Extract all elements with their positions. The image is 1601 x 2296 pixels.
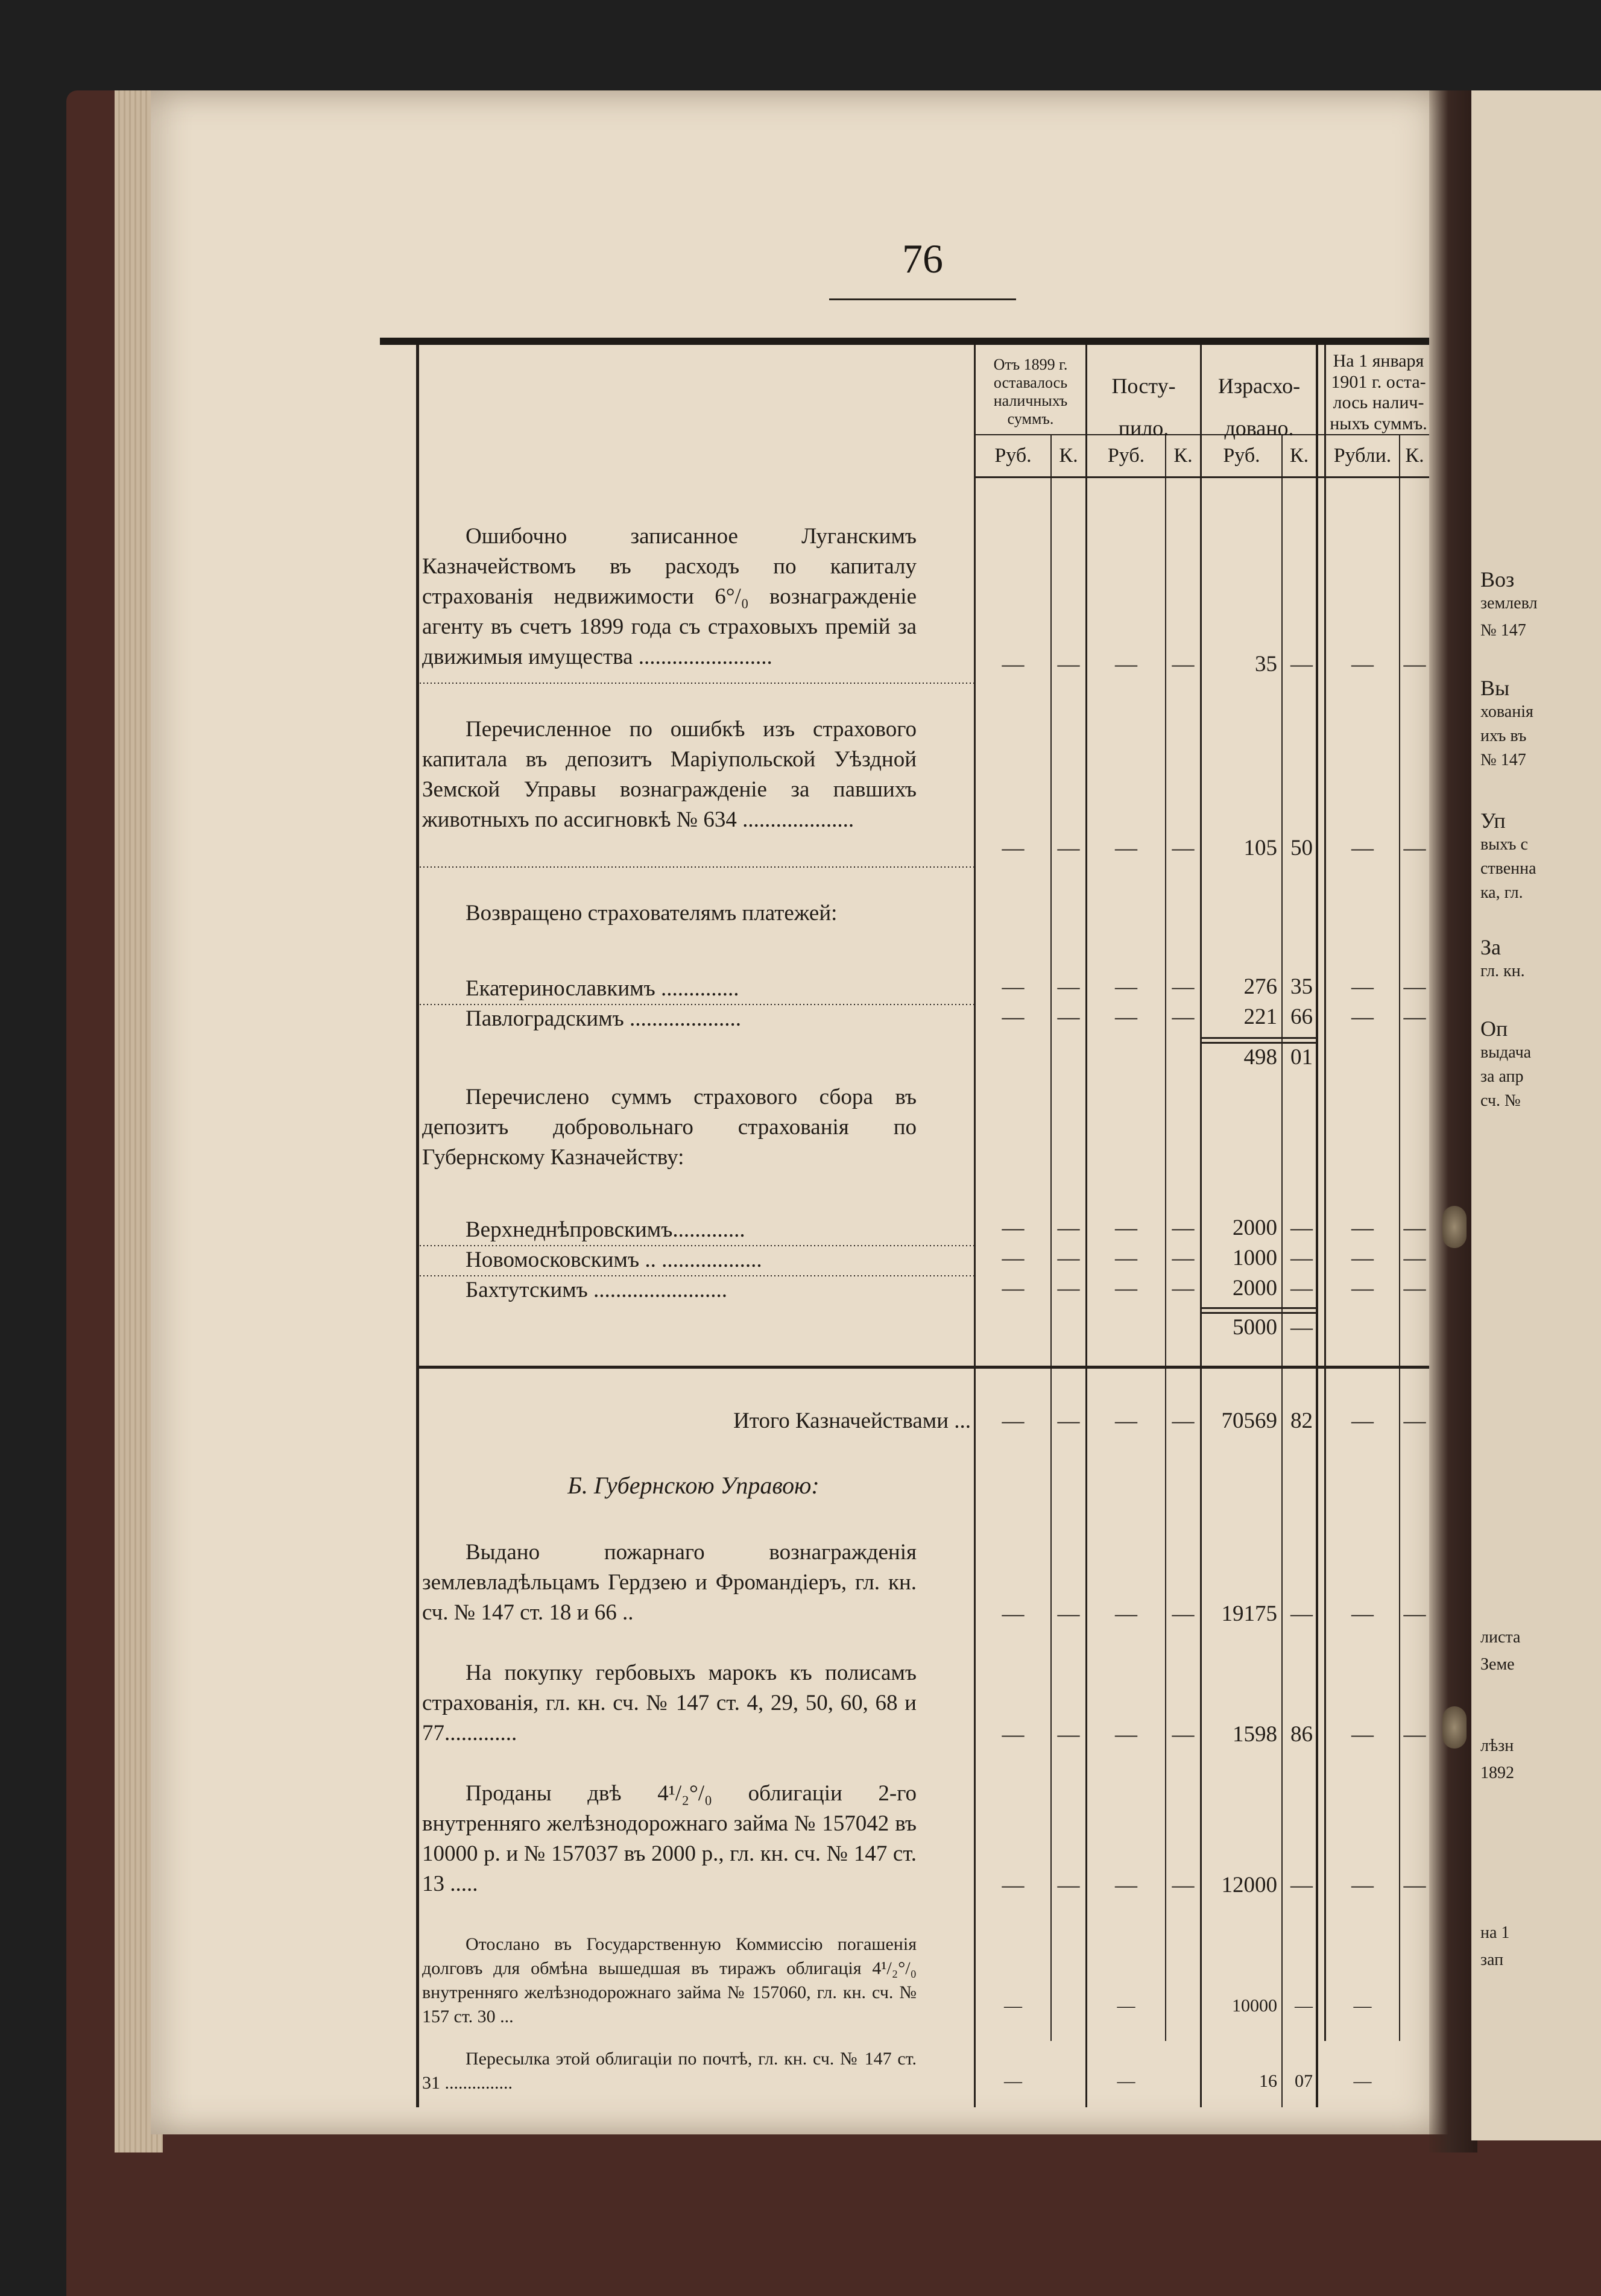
empty-cell: — [1057, 1873, 1080, 1897]
header-col1 [977, 356, 1084, 428]
subheader-rub: Руб. [994, 444, 1032, 467]
empty-cell: — [1403, 1216, 1426, 1240]
spent-rub: 1598 [1233, 1722, 1277, 1747]
empty-cell: — [1172, 1216, 1195, 1240]
col-divider [1316, 2041, 1318, 2107]
empty-cell: — [1115, 1722, 1137, 1747]
header-rule [974, 476, 1429, 478]
header-line: Посту- [1111, 374, 1176, 398]
col-divider [1085, 1932, 1087, 2041]
empty-cell: — [1351, 1246, 1374, 1270]
header-line: Израсхо- [1217, 374, 1301, 398]
row-leader [416, 683, 974, 684]
right-page [1471, 90, 1601, 2140]
empty-cell: — [1172, 836, 1195, 860]
empty-cell: — [1403, 1408, 1426, 1433]
empty-cell: — [1004, 2071, 1022, 2091]
right-page-fragment: № 147 [1480, 751, 1526, 769]
row-description [422, 1004, 917, 1034]
row-text: Новомосковскимъ .. .................. [466, 1247, 762, 1272]
right-page-fragment: Земе [1480, 1655, 1515, 1674]
kop-divider [1050, 1932, 1052, 2041]
empty-cell: — [1172, 1408, 1195, 1433]
empty-cell: — [1117, 1996, 1135, 2016]
row-text: Отослано въ Государственную Коммиссію погашенія долговъ для обмѣна вышедшая въ тиражъ облигація 4¹/₂°/₀ внутренняго желѣзнодорожнаго займа № 157060, гл. кн. сч. № 157 ст. 30 ... [422, 1934, 917, 2026]
row-description [422, 1779, 917, 1899]
empty-cell: — [1115, 652, 1137, 676]
kop-divider [1281, 1932, 1283, 2041]
spent-rub: 276 [1243, 974, 1277, 999]
header-line: пило. [1118, 416, 1169, 440]
col-divider [974, 345, 976, 1937]
row-description [422, 974, 917, 1004]
row-description [422, 714, 917, 835]
empty-cell: — [1115, 1408, 1137, 1433]
empty-cell: — [1002, 1601, 1025, 1626]
total-kop: 82 [1290, 1408, 1313, 1433]
empty-cell: — [1115, 1601, 1137, 1626]
spent-kop: — [1290, 1276, 1313, 1301]
subtotal-rule [1202, 1042, 1316, 1044]
empty-cell: — [1351, 1408, 1374, 1433]
row-description [422, 1932, 917, 2029]
spent-rub: 35 [1255, 652, 1277, 676]
row-description [422, 1275, 917, 1305]
header-line: довано. [1224, 416, 1294, 440]
empty-cell: — [1115, 1276, 1137, 1301]
col-divider [1085, 345, 1087, 1937]
row-description [422, 1082, 917, 1173]
empty-cell: — [1172, 1722, 1195, 1747]
spent-rub: 10000 [1232, 1996, 1277, 2016]
right-page-fragment: гл. кн. [1480, 962, 1525, 980]
binding-thread [1442, 1706, 1467, 1749]
col-divider [1200, 1932, 1202, 2041]
row-text: Возвращено страхователямъ платежей: [466, 901, 838, 926]
empty-cell: — [1172, 1873, 1195, 1897]
empty-cell: — [1057, 1601, 1080, 1626]
row-text: Екатеринославкимъ .............. [466, 976, 739, 1001]
kop-divider [1399, 1932, 1400, 2041]
spent-rub: 12000 [1221, 1873, 1277, 1897]
subtotal-rule [1202, 1312, 1316, 1314]
right-page-fragment: за апр [1480, 1067, 1524, 1086]
spent-rub: 16 [1259, 2071, 1277, 2091]
spent-kop: 86 [1290, 1722, 1313, 1747]
right-page-fragment: выдача [1480, 1043, 1532, 1062]
header-line: лось налич- [1333, 393, 1424, 412]
spent-kop: 66 [1290, 1004, 1313, 1029]
header-col3 [1203, 365, 1315, 449]
empty-cell: — [1117, 2071, 1135, 2091]
empty-cell: — [1403, 974, 1426, 999]
empty-cell: — [1115, 1246, 1137, 1270]
right-page-fragment: ственна [1480, 859, 1536, 878]
empty-cell: — [1115, 1004, 1137, 1029]
subtotal-rule [1202, 1307, 1316, 1309]
row-leader [416, 866, 974, 868]
right-page-fragment: Вы [1480, 676, 1510, 700]
right-page-fragment: лѣзн [1480, 1736, 1514, 1755]
spent-kop: — [1290, 652, 1313, 676]
col-divider [974, 1932, 976, 2041]
empty-cell: — [1351, 1601, 1374, 1626]
header-line: Отъ 1899 г. [993, 356, 1068, 373]
table-top-rule [380, 338, 1429, 345]
section-heading: Б. Губернскою Управою: [567, 1472, 819, 1499]
empty-cell: — [1403, 1276, 1426, 1301]
empty-cell: — [1403, 1601, 1426, 1626]
empty-cell: — [1057, 1722, 1080, 1747]
empty-cell: — [1057, 974, 1080, 999]
right-page-fragment: Уп [1480, 809, 1506, 833]
empty-cell: — [1172, 974, 1195, 999]
empty-cell: — [1057, 1408, 1080, 1433]
right-page-fragment: За [1480, 935, 1502, 959]
empty-cell: — [1351, 974, 1374, 999]
spent-kop: — [1290, 1873, 1313, 1897]
total-rub: 70569 [1221, 1408, 1277, 1433]
header-rule [974, 434, 1429, 435]
subheader-rub: Руб. [1223, 444, 1260, 467]
header-col4 [1328, 351, 1429, 434]
row-description [422, 522, 917, 672]
right-page-fragment: выхъ с [1480, 835, 1528, 854]
spent-rub: 19175 [1221, 1601, 1277, 1626]
empty-cell: — [1002, 1004, 1025, 1029]
row-text: Ошибочно записанное Луганскимъ Казначействомъ въ расходъ по капиталу страхованія недвижимости 6°/₀ вознагражденіе агенту въ счетъ 1899 года съ страховыхъ премій за движимыя имущества ........................ [422, 524, 917, 669]
empty-cell: — [1002, 836, 1025, 860]
right-page-fragment: землевл [1480, 594, 1538, 613]
right-page-fragment: зап [1480, 1951, 1504, 1969]
empty-cell: — [1002, 1873, 1025, 1897]
subtotal-rub: 498 [1243, 1045, 1277, 1070]
row-description [422, 1245, 917, 1275]
kop-divider [1165, 1932, 1166, 2041]
empty-cell: — [1115, 974, 1137, 999]
left-border [416, 2041, 419, 2107]
spent-kop: — [1295, 1996, 1313, 2016]
row-description [422, 1658, 917, 1749]
right-page-fragment: № 147 [1480, 621, 1526, 640]
empty-cell: — [1002, 1276, 1025, 1301]
empty-cell: — [1172, 1246, 1195, 1270]
empty-cell: — [1172, 1276, 1195, 1301]
col-divider [1316, 345, 1318, 1937]
page-number-rule [829, 298, 1016, 300]
row-text: Перечислено суммъ страхового сбора въ депозитъ добровольнаго страхованія по Губернскому Казначейству: [422, 1085, 917, 1170]
spent-kop: — [1290, 1216, 1313, 1240]
row-text: Бахтутскимъ ........................ [466, 1278, 728, 1302]
right-page-fragment: Воз [1480, 567, 1515, 591]
subheader-rubli: Рубли. [1333, 444, 1392, 467]
ledger-table-last-row [380, 2050, 1429, 2110]
right-page-fragment: 1892 [1480, 1764, 1514, 1782]
subheader-rub: Руб. [1107, 444, 1145, 467]
empty-cell: — [1351, 1216, 1374, 1240]
empty-cell: — [1115, 1216, 1137, 1240]
empty-cell: — [1057, 652, 1080, 676]
empty-cell: — [1057, 836, 1080, 860]
empty-cell: — [1172, 1004, 1195, 1029]
subtotal-rule [1202, 1037, 1316, 1039]
empty-cell: — [1403, 1722, 1426, 1747]
right-page-fragment: на 1 [1480, 1923, 1510, 1942]
subheader-kop: К. [1405, 444, 1424, 467]
empty-cell: — [1351, 1276, 1374, 1301]
empty-cell: — [1057, 1216, 1080, 1240]
book-spine [1429, 90, 1477, 2152]
row-text: Перечисленное по ошибкѣ изъ страхового капитала въ депозитъ Маріупольской Уѣздной Земской Управы вознагражденіе за павшихъ животныхъ по ассигновкѣ № 634 .................... [422, 717, 917, 832]
spent-kop: 35 [1290, 974, 1313, 999]
empty-cell: — [1351, 1004, 1374, 1029]
right-page-fragment: хованія [1480, 702, 1533, 721]
spent-kop: 50 [1290, 836, 1313, 860]
col-divider [1324, 345, 1326, 1937]
ledger-table-continued [380, 1934, 1429, 2041]
empty-cell: — [1403, 836, 1426, 860]
empty-cell: — [1351, 1722, 1374, 1747]
right-page-fragment: ка, гл. [1480, 883, 1523, 902]
spent-kop: — [1290, 1601, 1313, 1626]
empty-cell: — [1403, 1246, 1426, 1270]
header-line: ныхъ суммъ. [1330, 413, 1427, 434]
row-description [422, 1215, 917, 1245]
empty-cell: — [1115, 836, 1137, 860]
subheader-kop: К. [1289, 444, 1309, 467]
empty-cell: — [1353, 2071, 1372, 2091]
empty-cell: — [1403, 652, 1426, 676]
row-text: Выдано пожарнаго вознагражденія землевладѣльцамъ Гердзею и Фромандіеръ, гл. кн. сч. № 147 ст. 18 и 66 .. [422, 1540, 917, 1625]
right-page-fragment: ихъ въ [1480, 727, 1527, 745]
empty-cell: — [1057, 1246, 1080, 1270]
empty-cell: — [1172, 1601, 1195, 1626]
empty-cell: — [1172, 652, 1195, 676]
empty-cell: — [1002, 1246, 1025, 1270]
spent-rub: 2000 [1233, 1216, 1277, 1240]
row-text: Проданы двѣ 4¹/₂°/₀ облигаціи 2-го внутренняго желѣзнодорожнаго займа № 157042 въ 10000 р. и № 157037 въ 2000 р., гл. кн. сч. № 147 ст. 13 ..... [422, 1781, 917, 1896]
empty-cell: — [1057, 1276, 1080, 1301]
row-description [422, 2047, 917, 2095]
empty-cell: — [1002, 1408, 1025, 1433]
page-number: 76 [902, 236, 943, 282]
spent-kop: — [1290, 1246, 1313, 1270]
header-line: суммъ. [1007, 409, 1054, 427]
left-border [416, 1932, 419, 2041]
header-line: 1901 г. оста- [1331, 371, 1426, 392]
subtotal-rub: 5000 [1233, 1315, 1277, 1340]
empty-cell: — [1353, 1996, 1372, 2016]
row-text: На покупку гербовыхъ марокъ къ полисамъ страхованія, гл. кн. сч. № 147 ст. 4, 29, 50, 60, 68 и 77............. [422, 1660, 917, 1746]
empty-cell: — [1002, 1216, 1025, 1240]
itogo-label: Итого Казначействами ... [733, 1408, 971, 1433]
col-divider [1324, 1932, 1326, 2041]
ledger-table [380, 338, 1429, 1941]
right-page-fragment: листа [1480, 1628, 1521, 1647]
subheader-kop: К. [1059, 444, 1078, 467]
empty-cell: — [1004, 1996, 1022, 2016]
empty-cell: — [1057, 1004, 1080, 1029]
header-line: наличныхъ [993, 391, 1068, 409]
empty-cell: — [1351, 836, 1374, 860]
header-line: оставалось [993, 373, 1068, 391]
col-divider [1316, 1932, 1318, 2041]
subtotal-kop: 01 [1290, 1045, 1313, 1070]
row-text: Павлоградскимъ .................... [466, 1006, 742, 1031]
empty-cell: — [1403, 1873, 1426, 1897]
binding-thread [1442, 1206, 1467, 1248]
empty-cell: — [1002, 1722, 1025, 1747]
left-border [416, 345, 419, 1937]
right-page-fragment: Оп [1480, 1017, 1508, 1041]
header-line: На 1 января [1333, 351, 1424, 371]
row-description [422, 898, 917, 929]
spent-rub: 2000 [1233, 1276, 1277, 1301]
empty-cell: — [1002, 974, 1025, 999]
spent-rub: 1000 [1233, 1246, 1277, 1270]
spent-kop: 07 [1295, 2071, 1313, 2091]
empty-cell: — [1351, 1873, 1374, 1897]
row-description [422, 1538, 917, 1628]
spent-rub: 221 [1243, 1004, 1277, 1029]
col-divider [1200, 345, 1202, 1937]
row-text: Пересылка этой облигаціи по почтѣ, гл. кн. сч. № 147 ст. 31 ............... [422, 2049, 917, 2093]
empty-cell: — [1002, 652, 1025, 676]
spent-rub: 105 [1243, 836, 1277, 860]
empty-cell: — [1115, 1873, 1137, 1897]
subtotal-kop: — [1290, 1315, 1313, 1340]
row-text: Верхнеднѣпровскимъ............. [466, 1217, 745, 1242]
header-col2 [1088, 365, 1199, 449]
empty-cell: — [1351, 652, 1374, 676]
total-rule [416, 1366, 1429, 1369]
right-page-fragment: сч. № [1480, 1091, 1521, 1110]
empty-cell: — [1403, 1004, 1426, 1029]
subheader-kop: К. [1173, 444, 1193, 467]
